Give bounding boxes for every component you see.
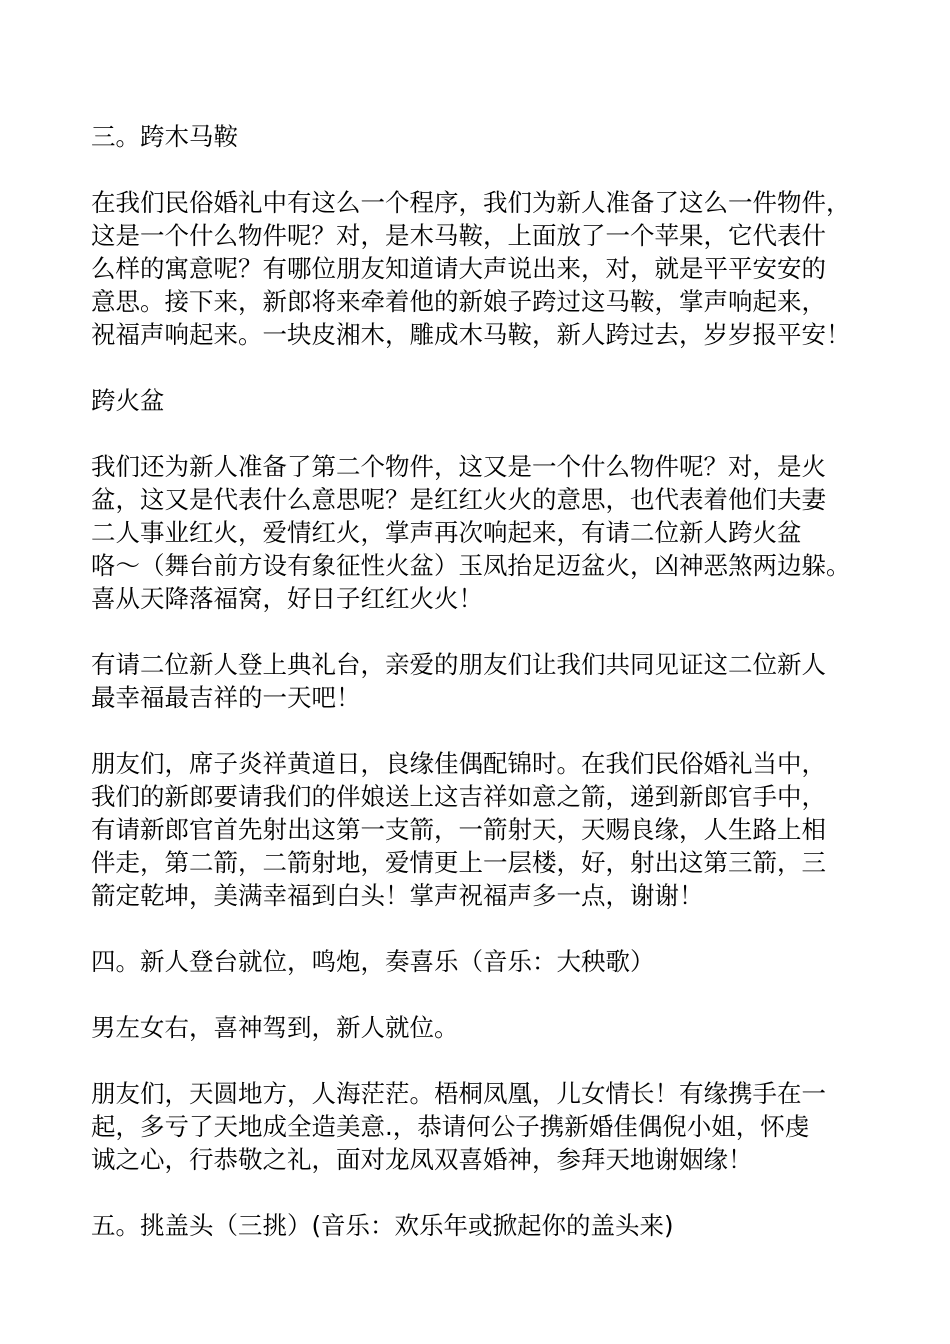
section-heading-kua-huo-pen <box>91 384 881 417</box>
paragraph-she-jian <box>91 747 881 912</box>
text-line: 四。新人登台就位，鸣炮，奏喜乐（音乐：大秧歌） <box>91 947 655 976</box>
text-line: 这是一个什么物件呢？对，是木马鞍，上面放了一个苹果，它代表什 <box>91 221 826 250</box>
text-line: 我们的新郎要请我们的伴娘送上这吉祥如意之箭，递到新郎官手中， <box>91 782 826 811</box>
text-line: 我们还为新人准备了第二个物件，这又是一个什么物件呢？对，是火 <box>91 452 826 481</box>
text-line: 伴走，第二箭，二箭射地，爱情更上一层楼，好，射出这第三箭，三 <box>91 848 826 877</box>
text-line: 有请二位新人登上典礼台，亲爱的朋友们让我们共同见证这二位新人 <box>91 650 826 679</box>
text-line: 跨火盆 <box>91 386 165 415</box>
text-line: 喜从天降落福窝，好日子红红火火！ <box>91 584 483 613</box>
text-line: 箭定乾坤，美满幸福到白头！掌声祝福声多一点，谢谢！ <box>91 881 704 910</box>
text-line: 男左女右，喜神驾到，新人就位。 <box>91 1013 459 1042</box>
text-line: 么样的寓意呢？有哪位朋友知道请大声说出来，对，就是平平安安的 <box>91 254 826 283</box>
text-line: 最幸福最吉祥的一天吧！ <box>91 683 361 712</box>
section-heading-deng-tai-jiu-wei <box>91 945 881 978</box>
paragraph-bai-tian-di <box>91 1077 881 1176</box>
text-line: 咯～（舞台前方设有象征性火盆）玉凤抬足迈盆火，凶神恶煞两边躲。 <box>91 551 851 580</box>
document-page <box>91 120 881 1242</box>
text-line: 诚之心，行恭敬之礼，面对龙凤双喜婚神，参拜天地谢姻缘！ <box>91 1145 753 1174</box>
text-line: 意思。接下来，新郎将来牵着他的新娘子跨过这马鞍，掌声响起来， <box>91 287 826 316</box>
text-line: 三。跨木马鞍 <box>91 122 238 151</box>
text-line: 起，多亏了天地成全造美意.，恭请何公子携新婚佳偶倪小姐，怀虔 <box>91 1112 810 1141</box>
section-heading-kua-mu-ma-an <box>91 120 881 153</box>
text-line: 在我们民俗婚礼中有这么一个程序，我们为新人准备了这么一件物件， <box>91 188 851 217</box>
text-line: 朋友们，席子炎祥黄道日，良缘佳偶配锦时。在我们民俗婚礼当中， <box>91 749 826 778</box>
text-line: 有请新郎官首先射出这第一支箭，一箭射天，天赐良缘，人生路上相 <box>91 815 826 844</box>
text-line: 朋友们，天圆地方，人海茫茫。梧桐凤凰，儿女情长！有缘携手在一 <box>91 1079 826 1108</box>
paragraph-huo-pen <box>91 450 881 615</box>
paragraph-ma-an <box>91 186 881 351</box>
text-line: 祝福声响起来。一块皮湘木，雕成木马鞍，新人跨过去，岁岁报平安！ <box>91 320 851 349</box>
section-heading-tiao-gai-tou <box>91 1209 881 1242</box>
paragraph-nan-zuo-nv-you <box>91 1011 881 1044</box>
text-line: 二人事业红火，爱情红火，掌声再次响起来，有请二位新人跨火盆 <box>91 518 802 547</box>
paragraph-dian-li-tai <box>91 648 881 714</box>
text-line: 五。挑盖头（三挑）(音乐：欢乐年或掀起你的盖头来) <box>91 1211 674 1240</box>
text-line: 盆，这又是代表什么意思呢？是红红火火的意思，也代表着他们夫妻 <box>91 485 826 514</box>
